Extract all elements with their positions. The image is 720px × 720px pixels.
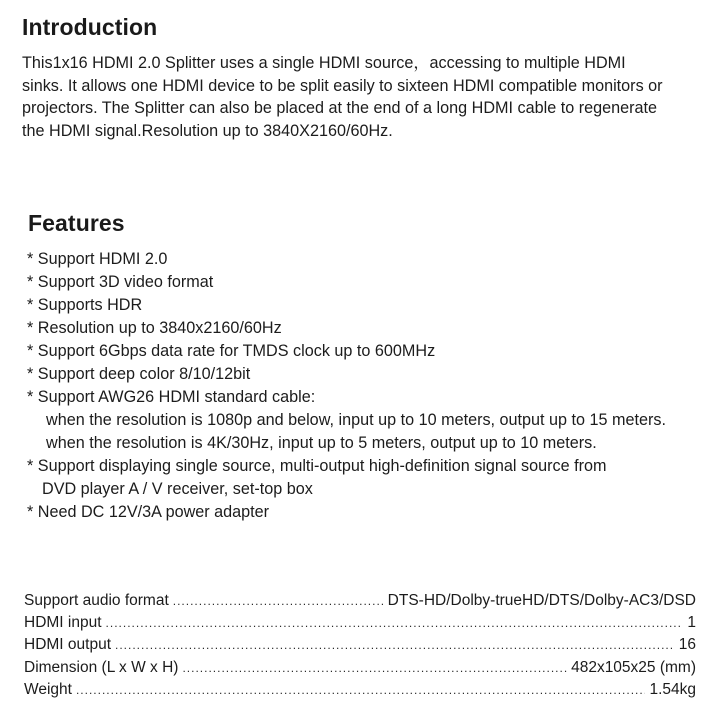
feature-item: * Resolution up to 3840x2160/60Hz [27,319,282,337]
spec-value: 16 [678,636,696,654]
introduction-paragraph [22,52,712,142]
features-heading: Features [28,210,125,236]
feature-item: * Support displaying single source, multi-output high-definition signal source from [27,457,607,475]
dot-leader [182,657,567,679]
specifications-table [24,590,696,701]
feature-subitem: when the resolution is 1080p and below, input up to 10 meters, output up to 15 meters. [46,411,667,429]
intro-line: projectors. The Splitter can also be placed at the end of a long HDMI cable to regenerate [22,99,657,117]
spec-row-dimension [24,657,696,679]
spec-label: HDMI output [24,636,112,654]
introduction-heading: Introduction [22,14,158,40]
feature-item: * Support deep color 8/10/12bit [27,365,251,383]
spec-value: 1 [687,614,696,632]
feature-subitem: when the resolution is 4K/30Hz, input up to 5 meters, output up to 10 meters. [46,434,597,452]
intro-line: This1x16 HDMI 2.0 Splitter uses a single HDMI source，accessing to multiple HDMI [22,54,626,72]
dot-leader [106,612,684,634]
feature-item: * Need DC 12V/3A power adapter [27,503,270,521]
dot-leader [173,590,384,612]
spec-label: HDMI input [24,614,102,632]
spec-row-weight [24,679,696,701]
spec-value: 482x105x25 (mm) [571,658,696,676]
spec-label: Dimension (L x W x H) [24,658,179,676]
dot-leader [76,679,645,701]
feature-item: * Support AWG26 HDMI standard cable: [27,388,316,406]
intro-line: sinks. It allows one HDMI device to be split easily to sixteen HDMI compatible monitors or [22,76,663,95]
feature-item: * Supports HDR [27,296,143,314]
spec-value: DTS-HD/Dolby-trueHD/DTS/Dolby-AC3/DSD [387,592,696,609]
features-list [27,248,717,524]
feature-item: * Support 3D video format [27,273,214,291]
spec-value: 1.54kg [649,680,696,698]
feature-item: * Support HDMI 2.0 [27,250,168,268]
spec-label: Support audio format [24,592,169,609]
intro-line: the HDMI signal.Resolution up to 3840X2160/60Hz. [22,121,393,140]
spec-row-hdmi-output [24,634,696,656]
feature-item: * Support 6Gbps data rate for TMDS clock up to 600MHz [27,342,436,360]
spec-label: Weight [24,680,72,698]
dot-leader [115,634,675,656]
spec-row-hdmi-input [24,612,696,634]
spec-row-audio-format [24,590,696,612]
feature-continuation: DVD player A / V receiver, set-top box [42,480,313,498]
